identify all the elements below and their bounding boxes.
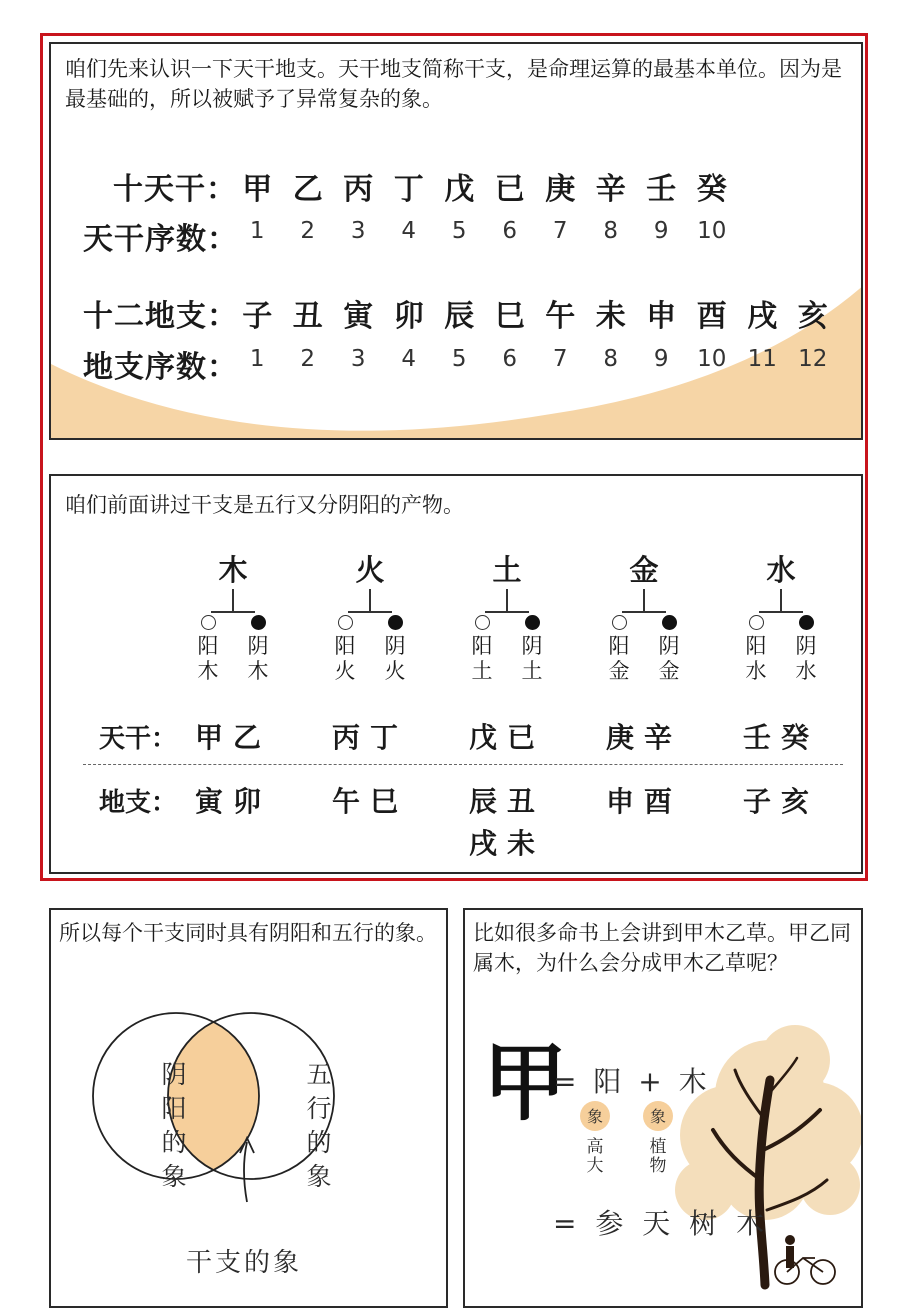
branch-pair: 戌未 [468, 827, 545, 860]
yin-dot-icon [525, 615, 540, 630]
stem-cell: 癸 [696, 172, 727, 207]
equation-yang-plus-wood: = 阳 + 木 [553, 1065, 711, 1098]
element-wood: 木 阳 木 阴 木 [183, 548, 283, 684]
branch-connector [594, 589, 694, 613]
number-cell: 1 [249, 218, 265, 244]
stem-pair: 壬癸 [742, 721, 819, 754]
branch-connector [457, 589, 557, 613]
stem-cell: 辛 [595, 172, 626, 207]
stem-cell: 甲 [242, 172, 273, 207]
left-circle-text: 阴 阳 的 象 [161, 1060, 187, 1191]
number-cell: 2 [300, 218, 316, 244]
branch-cell: 申 [646, 299, 677, 334]
branches-row-label: 地支： [99, 788, 178, 818]
stem-pair: 甲乙 [194, 721, 271, 754]
branch-number-label: 地支序数： [83, 350, 238, 385]
number-cell: 10 [697, 346, 727, 372]
panel1-intro-text: 咱们先来认识一下天干地支。天干地支简称干支，是命理运算的最基本单位。因为是最基础的，所以被赋予了异常复杂的象。 [65, 57, 842, 111]
panel2-intro-text: 咱们前面讲过干支是五行又分阴阳的产物。 [65, 493, 464, 517]
branch-pair: 申酉 [605, 785, 682, 818]
number-cell: 1 [249, 346, 265, 372]
branch-pair: 寅卯 [194, 785, 271, 818]
number-cell: 10 [697, 218, 727, 244]
jia-wood-panel [463, 908, 863, 1308]
pointer-arrow-icon [244, 1142, 247, 1202]
yin-dot-icon [251, 615, 266, 630]
big-jia-character: 甲 [483, 1033, 568, 1132]
dashed-divider [83, 764, 843, 765]
branch-cell: 卯 [393, 299, 424, 334]
element-metal: 金 阳 金 阴 金 [594, 548, 694, 684]
number-cell: 2 [300, 346, 316, 372]
stem-cell: 壬 [646, 172, 677, 207]
five-elements-panel [49, 474, 863, 874]
yin-dot-icon [662, 615, 677, 630]
number-cell: 9 [653, 218, 669, 244]
branch-cell: 戌 [747, 299, 778, 334]
xiang-badge-1: 象 [587, 1107, 604, 1126]
badge2-subtext: 植 物 [649, 1137, 667, 1176]
stem-pair: 庚辛 [605, 721, 682, 754]
branch-cell: 子 [242, 299, 273, 334]
branch-cell: 巳 [494, 299, 525, 334]
stem-number-label: 天干序数： [83, 222, 238, 257]
element-fire: 火 阳 火 阴 火 [320, 548, 420, 684]
earthly-branches-label: 十二地支： [83, 299, 238, 334]
branches-pairs-row [183, 780, 831, 862]
stem-cell: 丙 [343, 172, 374, 207]
stems-row-label: 天干： [99, 724, 178, 754]
heavenly-stems-row [232, 164, 737, 208]
badge1-subtext: 高 大 [586, 1137, 604, 1176]
branch-pair-group [457, 780, 557, 862]
branch-cell: 寅 [343, 299, 374, 334]
number-cell: 3 [350, 218, 366, 244]
stem-pair: 戊已 [468, 721, 545, 754]
element-title: 土 [492, 553, 522, 587]
branch-number-row [232, 346, 838, 372]
venn-panel [49, 908, 448, 1308]
yin-dot-icon [388, 615, 403, 630]
stem-cell: 丁 [393, 172, 424, 207]
branch-connector [320, 589, 420, 613]
stems-branches-panel [49, 42, 863, 440]
number-cell: 3 [350, 346, 366, 372]
number-cell: 11 [747, 346, 777, 372]
number-cell: 7 [552, 346, 568, 372]
element-title: 木 [218, 553, 248, 587]
number-cell: 6 [502, 218, 518, 244]
element-title: 金 [629, 553, 659, 587]
person-icon [785, 1235, 795, 1268]
number-cell: 12 [798, 346, 828, 372]
branch-connector [731, 589, 831, 613]
panel4-intro-text: 比如很多命书上会讲到甲木乙草。甲乙同属木，为什么会分成甲木乙草呢？ [473, 921, 851, 975]
branch-pair: 午巳 [331, 785, 408, 818]
stem-pair: 丙丁 [331, 721, 408, 754]
venn-caption: 干支的象 [186, 1248, 303, 1278]
xiang-badge-2: 象 [650, 1107, 667, 1126]
yang-circle-icon [338, 615, 353, 630]
branch-cell: 未 [595, 299, 626, 334]
branch-cell: 亥 [797, 299, 828, 334]
branch-cell: 酉 [696, 299, 727, 334]
panel3-intro-text: 所以每个干支同时具有阴阳和五行的象。 [59, 921, 437, 945]
stems-pairs-row [183, 716, 831, 756]
number-cell: 4 [401, 346, 417, 372]
yang-circle-icon [201, 615, 216, 630]
element-title: 火 [355, 553, 385, 587]
number-cell: 4 [401, 218, 417, 244]
right-circle-text: 五 行 的 象 [306, 1060, 332, 1191]
element-earth: 土 阳 土 阴 土 [457, 548, 557, 684]
number-cell: 7 [552, 218, 568, 244]
branch-connector [183, 589, 283, 613]
element-title: 水 [766, 553, 796, 587]
number-cell: 5 [451, 218, 467, 244]
stem-number-row [232, 218, 737, 244]
number-cell: 8 [603, 218, 619, 244]
yang-circle-icon [749, 615, 764, 630]
number-cell: 6 [502, 346, 518, 372]
element-water: 水 阳 水 阴 水 [731, 548, 831, 684]
elements-diagram [183, 548, 831, 684]
branch-cell: 午 [545, 299, 576, 334]
number-cell: 5 [451, 346, 467, 372]
number-cell: 8 [603, 346, 619, 372]
number-cell: 9 [653, 346, 669, 372]
stem-cell: 乙 [292, 172, 323, 207]
branch-cell: 丑 [292, 299, 323, 334]
yang-circle-icon [612, 615, 627, 630]
bicycle-icon [775, 1258, 835, 1284]
branch-pair: 子亥 [742, 785, 819, 818]
stem-cell: 已 [494, 172, 525, 207]
yin-dot-icon [799, 615, 814, 630]
stem-cell: 庚 [545, 172, 576, 207]
yang-circle-icon [475, 615, 490, 630]
equation-towering-tree: = 参 天 树 木 [553, 1207, 770, 1240]
branch-pair: 辰丑 [468, 785, 545, 818]
heavenly-stems-label: 十天干： [113, 172, 237, 207]
stem-cell: 戊 [444, 172, 475, 207]
earthly-branches-row [232, 291, 838, 335]
branch-cell: 辰 [444, 299, 475, 334]
